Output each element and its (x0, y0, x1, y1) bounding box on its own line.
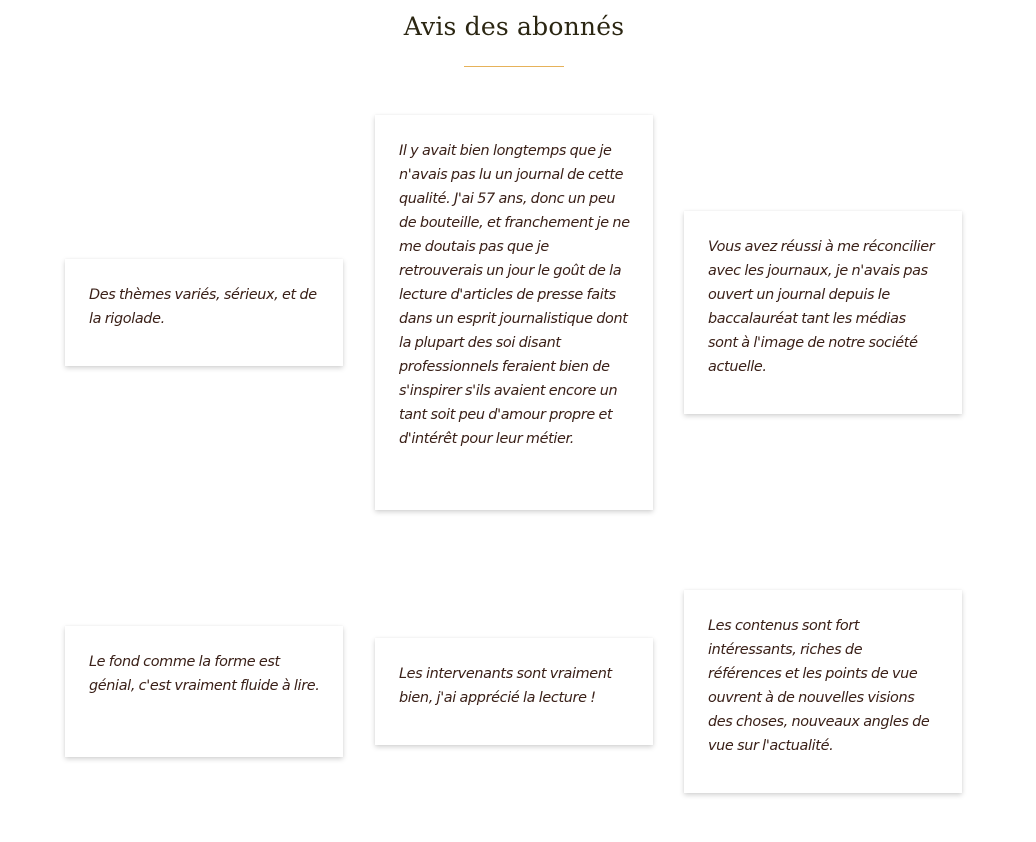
testimonial-text: Des thèmes variés, sérieux, et de la rigolade. (89, 287, 317, 327)
testimonial-text: Vous avez réussi à me réconcilier avec les journaux, je n'avais pas ouvert un journal depuis le baccalauréat tant les médias sont à l'image de notre société actuelle. (708, 239, 935, 375)
testimonial-text: Le fond comme la forme est génial, c'est vraiment fluide à lire. (89, 654, 320, 694)
title-underline (464, 66, 564, 67)
testimonial-card (684, 590, 962, 793)
testimonial-card (684, 211, 962, 414)
testimonial-card (65, 626, 343, 757)
testimonial-text: Il y avait bien longtemps que je n'avais pas lu un journal de cette qualité. J'ai 57 ans, donc un peu de bouteille, et franchement je ne me doutais pas que je retrouverais un jour le goût de la lecture d'articles de presse faits dans un esprit journalistique dont la plupart des soi disant professionnels feraient bien de s'inspirer s'ils avaient encore un tant soit peu d'amour propre et d'intérêt pour leur métier. (399, 143, 630, 447)
section-title: Avis des abonnés (403, 12, 625, 41)
testimonial-text: Les intervenants sont vraiment bien, j'ai apprécié la lecture ! (399, 666, 612, 706)
testimonial-card (375, 638, 653, 745)
testimonial-text: Les contenus sont fort intéressants, riches de références et les points de vue ouvrent à de nouvelles visions des choses, nouveaux angles de vue sur l'actualité. (708, 618, 930, 754)
testimonial-card (375, 115, 653, 510)
testimonial-card (65, 259, 343, 366)
